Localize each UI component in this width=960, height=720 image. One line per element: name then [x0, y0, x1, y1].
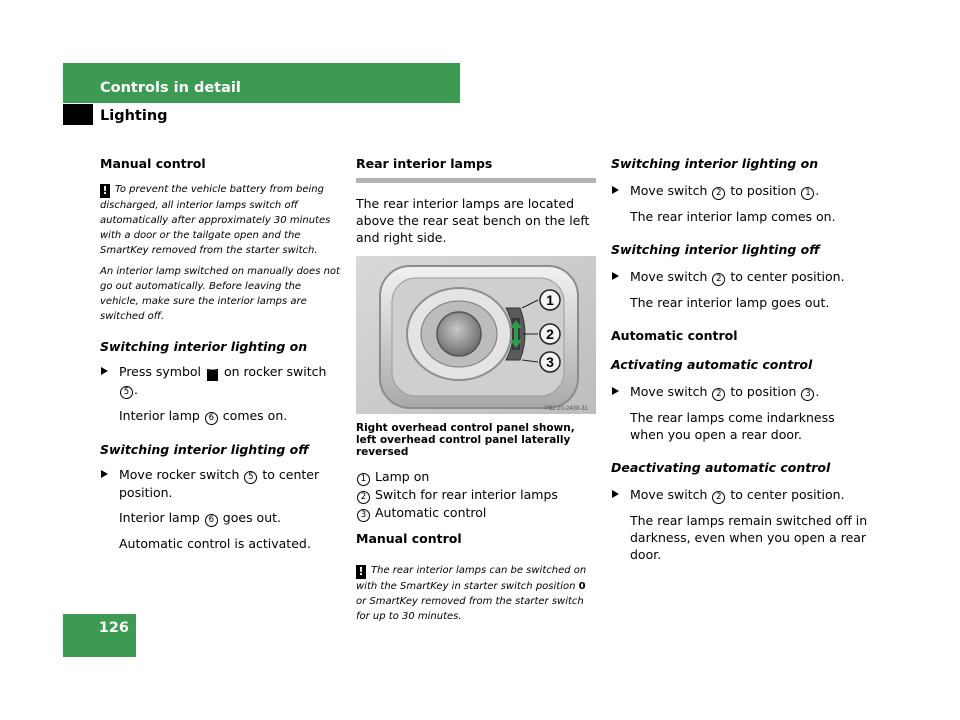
rear-lamps-heading: Rear interior lamps — [356, 156, 493, 171]
column-left — [100, 155, 340, 560]
warning-icon: ! — [356, 565, 366, 579]
page-number: 126 — [98, 620, 129, 636]
bullet-arrow-icon — [101, 367, 108, 375]
deactivate-auto-step: Move switch 2 to center position. — [611, 486, 871, 504]
rear-on-step: Move switch 2 to position 1 . — [611, 182, 871, 200]
legend-item: 3 Automatic control — [356, 504, 596, 522]
activate-auto-result: The rear lamps come indarkness when you open a rear door. — [630, 410, 835, 442]
deactivate-auto-result: The rear lamps remain switched off in darkness, even when you open a rear door. — [630, 513, 868, 562]
callout-3-label: 3 — [546, 354, 554, 370]
column-middle — [356, 155, 596, 630]
callout-number: 6 — [205, 412, 218, 425]
bullet-arrow-icon — [612, 186, 619, 194]
photo-caption: Right overhead control panel shown, left overhead control panel laterally reversed — [356, 422, 575, 458]
manual-lamp-note: An interior lamp switched on manually does not go out automatically. Before leaving the vehicle, make sure the interior lamps are switched off. — [100, 266, 340, 322]
battery-note: ! To prevent the vehicle battery from being discharged, all interior lamps switch off automatically after approximately 30 minutes with a door or the tailgate open and the SmartKey removed from the starter switch. — [100, 184, 331, 256]
rear-on-result: The rear interior lamp comes on. — [630, 209, 836, 224]
callout-number: 5 — [120, 386, 133, 399]
callout-1-label: 1 — [546, 292, 554, 308]
switch-off-step: Move rocker switch 5 to center position. — [100, 466, 340, 501]
legend-item: 1 Lamp on — [356, 468, 596, 486]
lamp-symbol-icon: ⌒ — [207, 370, 217, 380]
photo-code: P82.20-2408-31 — [544, 406, 588, 412]
callout-number: 5 — [244, 471, 257, 484]
rear-off-result: The rear interior lamp goes out. — [630, 295, 830, 310]
rear-off-step: Move switch 2 to center position. — [611, 268, 871, 286]
rear-off-heading: Switching interior lighting off — [611, 242, 820, 257]
activate-auto-step: Move switch 2 to position 3 . — [611, 383, 871, 401]
bullet-arrow-icon — [612, 272, 619, 280]
activate-auto-heading: Activating automatic control — [611, 357, 813, 372]
automatic-activated-text: Automatic control is activated. — [119, 536, 311, 551]
bullet-arrow-icon — [612, 490, 619, 498]
legend-item: 2 Switch for rear interior lamps — [356, 486, 596, 504]
deactivate-auto-heading: Deactivating automatic control — [611, 460, 831, 475]
callout-2-label: 2 — [546, 326, 554, 342]
rear-lamps-intro: The rear interior lamps are located above the rear seat bench on the left and right side. — [356, 196, 590, 245]
switch-off-heading: Switching interior lighting off — [100, 442, 309, 457]
switch-off-result: Interior lamp 6 goes out. — [119, 510, 281, 525]
manual-control-heading-2: Manual control — [356, 531, 462, 546]
switch-on-result: Interior lamp 6 comes on. — [119, 408, 288, 423]
automatic-control-heading: Automatic control — [611, 328, 738, 343]
rear-on-heading: Switching interior lighting on — [611, 156, 819, 171]
control-panel-photo — [356, 256, 596, 414]
rear-lamps-note: ! The rear interior lamps can be switched on with the SmartKey in starter switch position 0 or SmartKey removed from the starter switch for up to 30 minutes. — [356, 565, 587, 622]
manual-control-heading: Manual control — [100, 156, 206, 171]
section-title: Controls in detail — [100, 80, 241, 96]
switch-on-step: Press symbol ⌒ on rocker switch 5 . — [100, 363, 340, 399]
callout-number: 6 — [205, 514, 218, 527]
subsection-marker — [63, 104, 93, 125]
subsection-title: Lighting — [100, 108, 168, 124]
bullet-arrow-icon — [101, 470, 108, 478]
heading-rule — [356, 178, 596, 183]
warning-icon: ! — [100, 184, 110, 198]
bullet-arrow-icon — [612, 387, 619, 395]
switch-on-heading: Switching interior lighting on — [100, 339, 308, 354]
column-right — [611, 155, 871, 571]
